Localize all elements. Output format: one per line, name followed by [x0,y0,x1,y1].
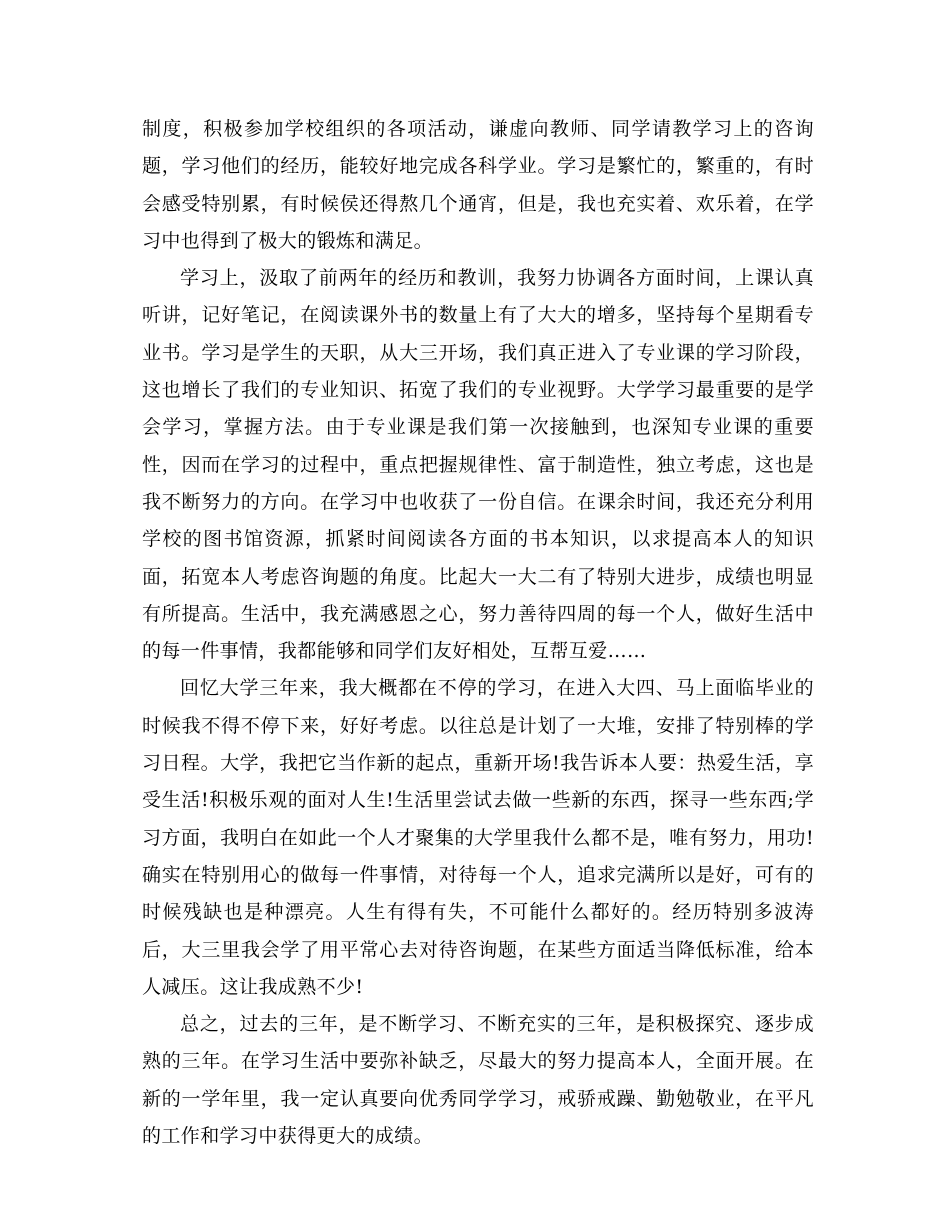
document-body [142,111,814,1155]
paragraph-2: 学习上，汲取了前两年的经历和教训，我努力协调各方面时间，上课认真听讲，记好笔记，在阅读课外书的数量上有了大大的增多，坚持每个星期看专业书。学习是学生的天职，从大三开场，我们真正进入了专业课的学习阶段，这也增长了我们的专业知识、拓宽了我们的专业视野。大学学习最重要的是学会学习，掌握方法。由于专业课是我们第一次接触到，也深知专业课的重要性，因而在学习的过程中，重点把握规律性、富于制造性，独立考虑，这也是我不断努力的方向。在学习中也收获了一份自信。在课余时间，我还充分利用学校的图书馆资源，抓紧时间阅读各方面的书本知识，以求提高本人的知识面，拓宽本人考虑咨询题的角度。比起大一大二有了特别大进步，成绩也明显有所提高。生活中，我充满感恩之心，努力善待四周的每一个人，做好生活中的每一件事情，我都能够和同学们友好相处，互帮互爱…… [142,267,814,663]
paragraph-1: 制度，积极参加学校组织的各项活动，谦虚向教师、同学请教学习上的咨询题，学习他们的经历，能较好地完成各科学业。学习是繁忙的，繁重的，有时会感受特别累，有时候侯还得熬几个通宵，但是，我也充实着、欢乐着，在学习中也得到了极大的锻炼和满足。 [142,118,814,252]
paragraph-4: 总之，过去的三年，是不断学习、不断充实的三年，是积极探究、逐步成熟的三年。在学习生活中要弥补缺乏，尽最大的努力提高本人，全面开展。在新的一学年里，我一定认真要向优秀同学学习，戒骄戒躁、勤勉敬业，在平凡的工作和学习中获得更大的成绩。 [142,1013,814,1148]
paragraph-3: 回忆大学三年来，我大概都在不停的学习，在进入大四、马上面临毕业的时候我不得不停下来，好好考虑。以往总是计划了一大堆，安排了特别棒的学习日程。大学，我把它当作新的起点，重新开场!我告诉本人要：热爱生活，享受生活!积极乐观的面对人生!生活里尝试去做一些新的东西，探寻一些东西;学习方面，我明白在如此一个人才聚集的大学里我什么都不是，唯有努力，用功!确实在特别用心的做每一件事情，对待每一个人，追求完满所以是好，可有的时候残缺也是种漂亮。人生有得有失，不可能什么都好的。经历特别多波涛后，大三里我会学了用平常心去对待咨询题，在某些方面适当降低标准，给本人减压。这让我成熟不少! [142,677,814,998]
